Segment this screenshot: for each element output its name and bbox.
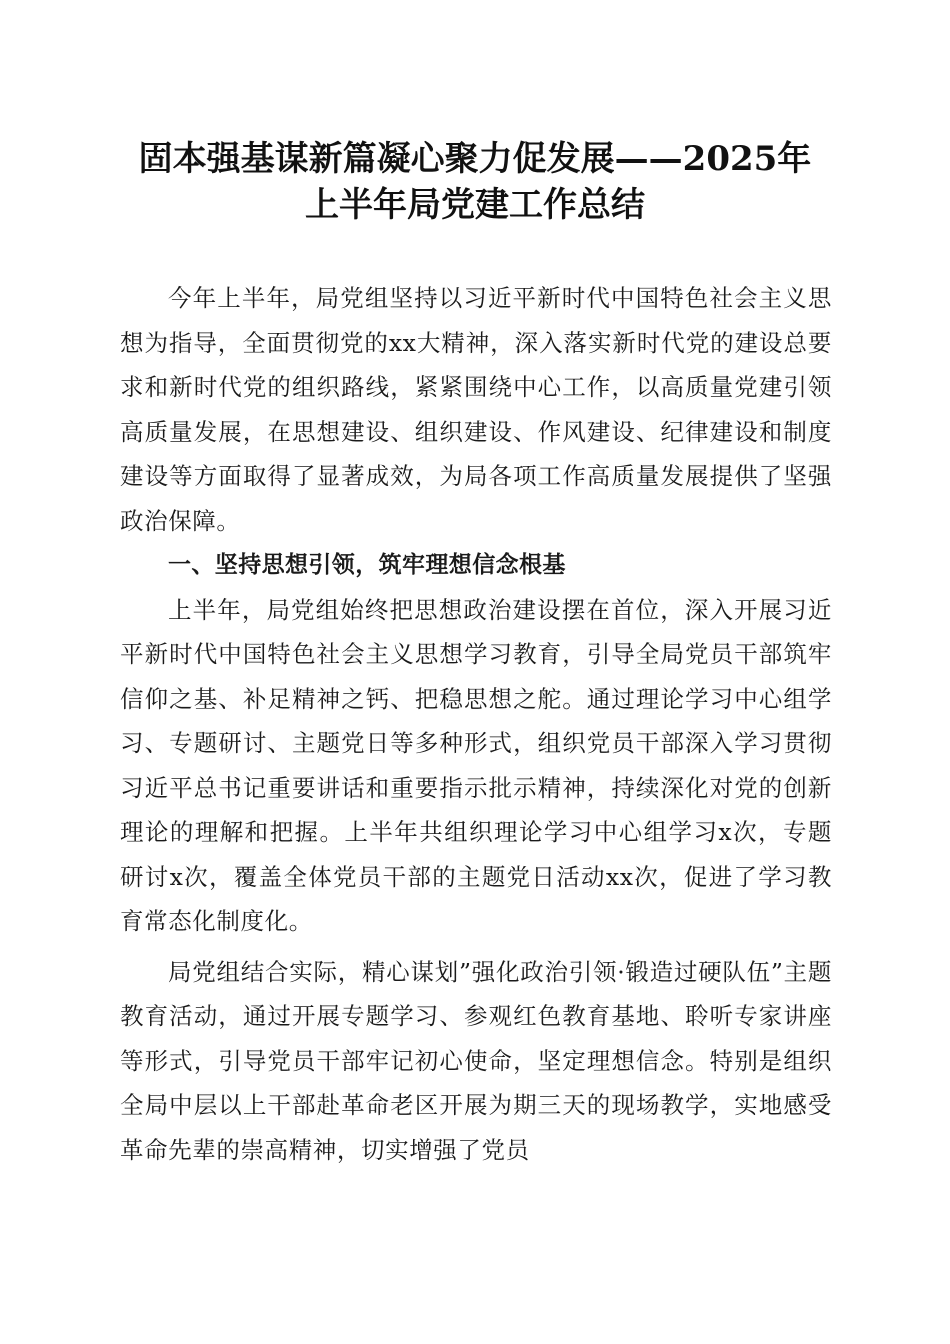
- document-body: [120, 276, 832, 1172]
- title-line-1: 固本强基谋新篇凝心聚力促发展——2025年: [138, 139, 812, 179]
- intro-paragraph: 今年上半年，局党组坚持以习近平新时代中国特色社会主义思想为指导，全面贯彻党的xx大精神，深入落实新时代党的建设总要求和新时代党的组织路线，紧紧围绕中心工作，以高质量党建引领高质量发展，在思想建设、组织建设、作风建设、纪律建设和制度建设等方面取得了显著成效，为局各项工作高质量发展提供了坚强政治保障。: [120, 284, 832, 535]
- section-1-paragraph-2: 局党组结合实际，精心谋划”强化政治引领·锻造过硬队伍”主题教育活动，通过开展专题学习、参观红色教育基地、聆听专家讲座等形式，引导党员干部牢记初心使命，坚定理想信念。特别是组织全局中层以上干部赴革命老区开展为期三天的现场教学，实地感受革命先辈的崇高精神，切实增强了党员: [120, 957, 832, 1164]
- title-line-2: 上半年局党建工作总结: [305, 185, 645, 225]
- section-1-paragraph-1: 上半年，局党组始终把思想政治建设摆在首位，深入开展习近平新时代中国特色社会主义思想学习教育，引导全局党员干部筑牢信仰之基、补足精神之钙、把稳思想之舵。通过理论学习中心组学习、专题研讨、主题党日等多种形式，组织党员干部深入学习贯彻习近平总书记重要讲话和重要指示批示精神，持续深化对党的创新理论的理解和把握。上半年共组织理论学习中心组学习x次，专题研讨x次，覆盖全体党员干部的主题党日活动xx次，促进了学习教育常态化制度化。: [120, 595, 832, 935]
- document-title: [100, 136, 850, 228]
- section-heading-1: 一、坚持思想引领，筑牢理想信念根基: [168, 552, 566, 578]
